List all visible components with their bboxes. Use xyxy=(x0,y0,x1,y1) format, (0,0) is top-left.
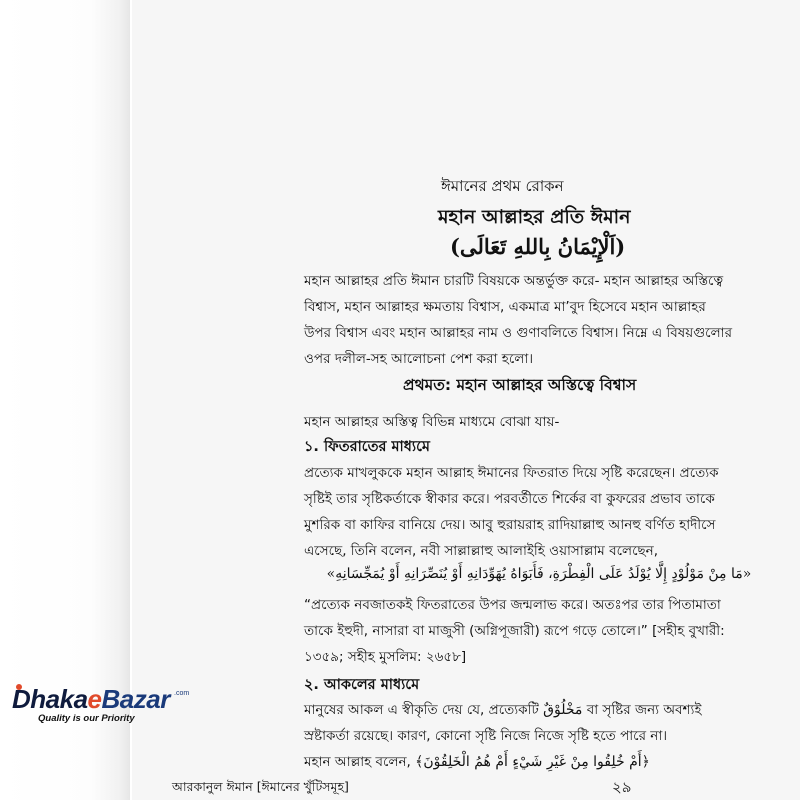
footer-book-title: আরকানুল ঈমান [ঈমানের খুঁটিসমূহ] xyxy=(172,779,349,794)
page-title: মহান আল্লাহর প্রতি ঈমান xyxy=(438,206,631,228)
subheading-fitrah: ১. ফিতরাতের মাধ্যমে xyxy=(304,439,430,455)
title-arabic: (اَلْإِيْمَانُ بِاللهِ تَعَالَى) xyxy=(450,234,626,259)
body-line: মুশরিক বা কাফির বানিয়ে দেয়। আবু হুরায়রাহ রাদিয়াল্লাহু আনহু বর্ণিত হাদীসে xyxy=(304,517,716,533)
translation-line: ১৩৫৯; সহীহ মুসলিম: ২৬৫৮] xyxy=(304,649,467,665)
body-line: এসেছে, তিনি বলেন, নবী সাল্লাল্লাহু আলাইহি ওয়াসাল্লাম বলেছেন, xyxy=(304,543,659,559)
chapter-label: ঈমানের প্রথম রোকন xyxy=(441,177,564,195)
translation-line: “প্রত্যেক নবজাতকই ফিতরাতের উপর জন্মলাভ করে। অতঃপর তার পিতামাতা xyxy=(304,597,721,613)
body-line: স্রষ্টাকর্তা রয়েছে। কারণ, কোনো সৃষ্টি নিজে নিজে সৃষ্টি হতে পারে না। xyxy=(304,728,668,744)
body-text: বা সৃষ্টির জন্য অবশ্যই xyxy=(586,702,702,718)
page-number: ২৯ xyxy=(612,778,632,796)
body-line: সৃষ্টিই তার সৃষ্টিকর্তাকে স্বীকার করে। পরবর্তীতে শির্কের বা কুফরের প্রভাব তাকে xyxy=(304,491,715,507)
intro-line: ওপর দলীল-সহ আলোচনা পেশ করা হলো। xyxy=(304,351,534,367)
body-line: প্রত্যেক মাখলুককে মহান আল্লাহ ঈমানের ফিতরাত দিয়ে সৃষ্টি করেছেন। প্রত্যেক xyxy=(304,465,719,481)
subheading-aql: ২. আকলের মাধ্যমে xyxy=(304,677,420,693)
section-heading: প্রথমত: মহান আল্লাহর অস্তিত্বে বিশ্বাস xyxy=(403,376,637,394)
quran-arabic: ﴿أَمْ خُلِقُوا مِنْ غَيْرِ شَيْءٍ أَمْ هُمُ الْخَلِقُوْنَ﴾ xyxy=(415,754,650,770)
body-text: মানুষের আকল এ স্বীকৃতি দেয় যে, প্রত্যেকটি xyxy=(304,702,539,718)
logo-tagline: Quality is our Priority xyxy=(38,713,135,724)
translation-line: তাকে ইহুদী, নাসারা বা মাজুসী (অগ্নিপূজারী) রূপে গড়ে তোলে।” [সহীহ বুখারী: xyxy=(304,623,725,639)
body-line xyxy=(304,751,650,774)
intro-line: উপর বিশ্বাস এবং মহান আল্লাহর নাম ও গুণাবলিতে বিশ্বাস। নিম্নে এ বিষয়গুলোর xyxy=(304,325,732,341)
hadith-arabic: «مَا مِنْ مَوْلُوْدٍ إِلَّا يُوْلَدُ عَلَى الْفِطْرَةِ، فَأَبَوَاهُ يُهَوِّدَانِهِ أَوْ يُنَصِّرَانِهِ أَوْ يُمَجِّسَانِهِ» xyxy=(326,566,752,582)
logo-suffix: .com xyxy=(174,690,190,697)
intro-line: মহান আল্লাহর প্রতি ঈমান চারটি বিষয়কে অন্তর্ভুক্ত করে- মহান আল্লাহর অস্তিত্বে xyxy=(304,273,724,289)
intro-line: বিশ্বাস, মহান আল্লাহর ক্ষমতায় বিশ্বাস, একমাত্র মা’বুদ হিসেবে মহান আল্লাহর xyxy=(304,299,706,315)
book-page xyxy=(132,0,800,800)
body-line xyxy=(304,699,701,722)
section-intro: মহান আল্লাহর অস্তিত্ব বিভিন্ন মাধ্যমে বোঝা যায়- xyxy=(304,414,560,430)
scan-margin xyxy=(0,0,130,800)
store-logo xyxy=(12,684,192,724)
quote-lead: মহান আল্লাহ বলেন, xyxy=(304,754,411,770)
logo-wordmark: DhakaeBazar xyxy=(12,684,170,714)
arabic-term: مَخْلُوْقٌ xyxy=(543,702,583,718)
